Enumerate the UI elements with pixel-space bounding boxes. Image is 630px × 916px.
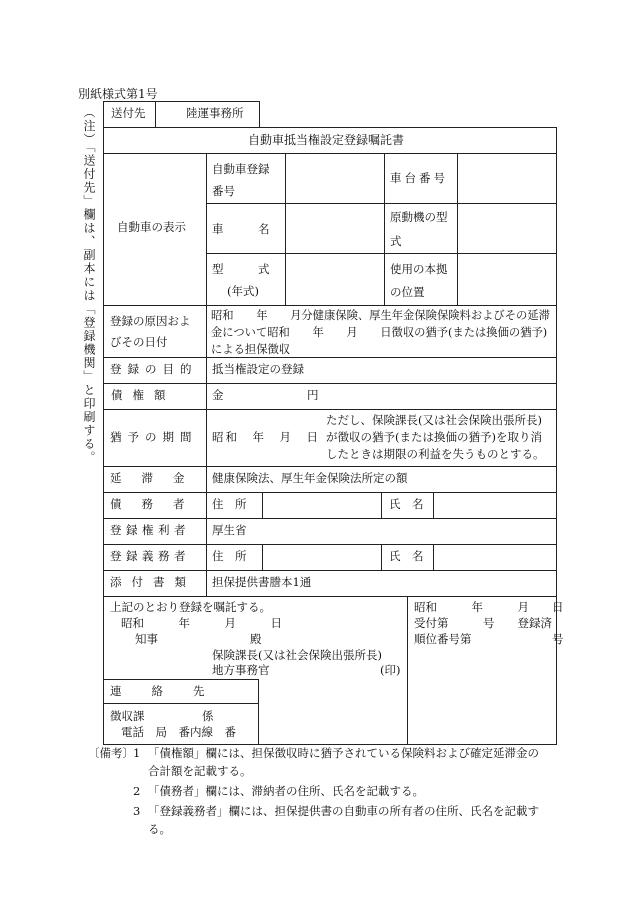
receipt-reception: 受付第 号 登録済 <box>414 616 552 630</box>
remarks-label: 〔備考〕 <box>88 746 134 760</box>
chassis-label: 車台番号 <box>390 171 448 185</box>
request-date: 昭和 年 月 日 <box>121 616 282 630</box>
attachment-value: 担保提供書謄本1通 <box>212 575 312 589</box>
model-label: 型 式 <box>212 262 270 276</box>
name-label: 車 名 <box>212 222 270 236</box>
creditor-value: 厚生省 <box>212 523 247 537</box>
arrears-label: 延滞金 <box>110 471 205 485</box>
cause-text: 昭和 年 月分健康保険、厚生年金保険保険料およびその延滞金について昭和 年 月 日徴収の猶予(または換価の猶予)による担保徴収 <box>211 309 550 356</box>
purpose-value: 抵当権設定の登録 <box>212 362 304 376</box>
vehicle-section-label: 自動車の表示 <box>117 220 186 234</box>
year-label: (年式) <box>227 284 259 298</box>
cause-label-2: びその日付 <box>110 335 168 349</box>
receipt-order: 順位番号第 号 <box>414 632 564 646</box>
engine-label-2: 式 <box>390 234 402 248</box>
remark-3-line-2: る。 <box>148 822 171 836</box>
document-title: 自動車抵当権設定登録嘱託書 <box>248 133 405 147</box>
remark-1-line-1: 「債権額」欄には、担保徴収時に猶予されている保険料および確定延滞金の <box>148 746 539 760</box>
remark-2-line-1: 「債務者」欄には、滞納者の住所、氏名を記載する。 <box>148 784 424 798</box>
cause-label-1: 登録の原因およ <box>110 314 191 328</box>
contact-label: 連絡先 <box>110 684 235 698</box>
deferral-text-2: が徴収の猶予(または換価の猶予)を取り消 <box>326 430 542 444</box>
form-number: 別紙様式第1号 <box>78 87 158 101</box>
remark-2-no: 2 <box>133 784 141 798</box>
debtor-name-label: 氏 名 <box>389 497 424 511</box>
engine-label-1: 原動機の型 <box>390 210 448 224</box>
request-section-chief: 保険課長(又は社会保険出張所長) <box>212 648 382 662</box>
deferral-text-1: ただし、保険課長(又は社会保険出張所長) <box>326 413 542 427</box>
creditor-label: 登録権利者 <box>110 523 190 537</box>
obligor-name-label: 氏 名 <box>389 549 424 563</box>
contact-phone: 電話 局 番内線 番 <box>121 725 236 739</box>
base-label-2: の位置 <box>390 285 425 299</box>
debtor-label: 債務者 <box>110 497 205 511</box>
receipt-date: 昭和 年 月 日 <box>414 600 564 614</box>
deferral-text-3: したときは期限の利益を失うものとする。 <box>326 447 545 461</box>
reg-no-label-1: 自動車登録 <box>212 162 270 176</box>
obligor-label: 登録義務者 <box>110 549 190 563</box>
debtor-address-label: 住 所 <box>212 497 247 511</box>
amount-label: 債権額 <box>111 388 176 402</box>
deferral-label: 猶予の期間 <box>110 430 198 444</box>
contact-section: 徴収課 係 <box>110 709 214 723</box>
remark-1-no: 1 <box>133 746 141 760</box>
reg-no-label-2: 番号 <box>212 184 235 198</box>
destination-label: 送付先 <box>111 106 146 120</box>
obligor-address-label: 住 所 <box>212 549 247 563</box>
remark-3-line-1: 「登録義務者」欄には、担保提供書の自動車の所有者の住所、氏名を記載す <box>148 804 539 818</box>
remark-1-line-2: 合計額を記載する。 <box>148 764 252 778</box>
request-officer: 地方事務官 <box>212 663 270 677</box>
deferral-date: 昭和 年 月 日 <box>212 430 320 444</box>
remark-3-no: 3 <box>133 804 141 818</box>
arrears-value: 健康保険法、厚生年金保険法所定の額 <box>212 471 408 485</box>
side-note: （注）「送付先」欄は、副本には「登録機関」と印刷する。 <box>82 106 96 465</box>
request-statement: 上記のとおり登録を嘱託する。 <box>110 600 271 614</box>
attachment-label: 添付書類 <box>110 575 196 589</box>
base-label-1: 使用の本拠 <box>390 262 448 276</box>
amount-prefix: 金 <box>212 388 224 402</box>
request-seal: (印) <box>380 663 401 677</box>
request-governor: 知事 殿 <box>135 632 262 646</box>
purpose-label: 登録の目的 <box>110 362 198 376</box>
amount-unit: 円 <box>307 388 319 402</box>
destination-value: 陸運事務所 <box>186 106 244 120</box>
